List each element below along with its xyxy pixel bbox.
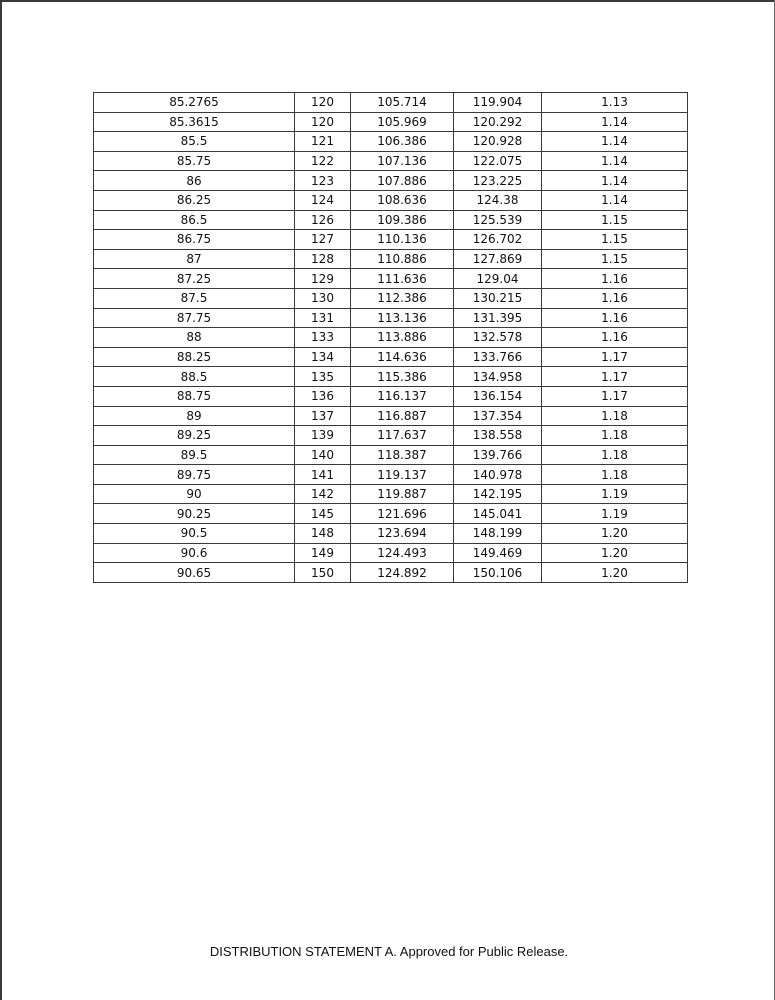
table-cell: 1.20 bbox=[542, 543, 688, 563]
table-cell: 141 bbox=[295, 465, 351, 485]
table-cell: 119.904 bbox=[454, 93, 542, 113]
table-cell: 123 bbox=[295, 171, 351, 191]
table-cell: 129.04 bbox=[454, 269, 542, 289]
table-cell: 142 bbox=[295, 484, 351, 504]
table-cell: 107.136 bbox=[351, 151, 454, 171]
table-cell: 136 bbox=[295, 386, 351, 406]
table-cell: 87.25 bbox=[94, 269, 295, 289]
table-cell: 150 bbox=[295, 563, 351, 583]
table-cell: 126 bbox=[295, 210, 351, 230]
table-cell: 122.075 bbox=[454, 151, 542, 171]
table-cell: 124.892 bbox=[351, 563, 454, 583]
table-cell: 1.18 bbox=[542, 406, 688, 426]
table-cell: 136.154 bbox=[454, 386, 542, 406]
table-row bbox=[94, 386, 688, 406]
table-cell: 114.636 bbox=[351, 347, 454, 367]
table-cell: 119.887 bbox=[351, 484, 454, 504]
table-cell: 111.636 bbox=[351, 269, 454, 289]
table-cell: 133 bbox=[295, 328, 351, 348]
table-cell: 115.386 bbox=[351, 367, 454, 387]
table-row bbox=[94, 524, 688, 544]
table-row bbox=[94, 347, 688, 367]
table-cell: 106.386 bbox=[351, 132, 454, 152]
table-cell: 142.195 bbox=[454, 484, 542, 504]
table-cell: 125.539 bbox=[454, 210, 542, 230]
table-cell: 122 bbox=[295, 151, 351, 171]
table-cell: 85.3615 bbox=[94, 112, 295, 132]
table-cell: 1.14 bbox=[542, 151, 688, 171]
table-row bbox=[94, 445, 688, 465]
table-cell: 110.886 bbox=[351, 249, 454, 269]
table-cell: 137.354 bbox=[454, 406, 542, 426]
table-cell: 116.887 bbox=[351, 406, 454, 426]
table-cell: 108.636 bbox=[351, 190, 454, 210]
table-cell: 139 bbox=[295, 426, 351, 446]
table-row bbox=[94, 484, 688, 504]
table-cell: 1.17 bbox=[542, 347, 688, 367]
table-row bbox=[94, 465, 688, 485]
table-cell: 85.2765 bbox=[94, 93, 295, 113]
table-cell: 123.225 bbox=[454, 171, 542, 191]
table-cell: 90.5 bbox=[94, 524, 295, 544]
table-cell: 90.25 bbox=[94, 504, 295, 524]
table-cell: 124 bbox=[295, 190, 351, 210]
table-cell: 1.18 bbox=[542, 465, 688, 485]
table-cell: 129 bbox=[295, 269, 351, 289]
table-row bbox=[94, 543, 688, 563]
table-cell: 145.041 bbox=[454, 504, 542, 524]
table-cell: 127 bbox=[295, 230, 351, 250]
table-cell: 1.13 bbox=[542, 93, 688, 113]
table-cell: 89.75 bbox=[94, 465, 295, 485]
table-cell: 1.20 bbox=[542, 524, 688, 544]
table-cell: 139.766 bbox=[454, 445, 542, 465]
table-cell: 1.17 bbox=[542, 367, 688, 387]
table-cell: 105.714 bbox=[351, 93, 454, 113]
table-row bbox=[94, 190, 688, 210]
table-cell: 88.25 bbox=[94, 347, 295, 367]
table-cell: 148 bbox=[295, 524, 351, 544]
table-cell: 105.969 bbox=[351, 112, 454, 132]
table-cell: 120 bbox=[295, 112, 351, 132]
table-cell: 1.14 bbox=[542, 112, 688, 132]
table-row bbox=[94, 210, 688, 230]
table-row bbox=[94, 504, 688, 524]
table-row bbox=[94, 269, 688, 289]
table-cell: 124.493 bbox=[351, 543, 454, 563]
table-row bbox=[94, 367, 688, 387]
table-row bbox=[94, 308, 688, 328]
table-cell: 126.702 bbox=[454, 230, 542, 250]
table-cell: 116.137 bbox=[351, 386, 454, 406]
table-cell: 140.978 bbox=[454, 465, 542, 485]
table-cell: 85.75 bbox=[94, 151, 295, 171]
table-row bbox=[94, 171, 688, 191]
page-left-edge bbox=[0, 0, 2, 1000]
table-cell: 86.25 bbox=[94, 190, 295, 210]
table-cell: 149 bbox=[295, 543, 351, 563]
data-table-body bbox=[94, 93, 688, 583]
table-cell: 87 bbox=[94, 249, 295, 269]
table-row bbox=[94, 288, 688, 308]
table-cell: 117.637 bbox=[351, 426, 454, 446]
table-cell: 134.958 bbox=[454, 367, 542, 387]
table-row bbox=[94, 151, 688, 171]
table-cell: 1.18 bbox=[542, 426, 688, 446]
table-cell: 87.75 bbox=[94, 308, 295, 328]
table-row bbox=[94, 112, 688, 132]
table-cell: 1.14 bbox=[542, 132, 688, 152]
table-cell: 121.696 bbox=[351, 504, 454, 524]
distribution-statement: DISTRIBUTION STATEMENT A. Approved for Public Release. bbox=[209, 944, 569, 959]
table-cell: 89.25 bbox=[94, 426, 295, 446]
table-cell: 138.558 bbox=[454, 426, 542, 446]
table-cell: 85.5 bbox=[94, 132, 295, 152]
table-cell: 90.65 bbox=[94, 563, 295, 583]
table-cell: 86.75 bbox=[94, 230, 295, 250]
table-cell: 88.75 bbox=[94, 386, 295, 406]
table-row bbox=[94, 249, 688, 269]
table-cell: 86 bbox=[94, 171, 295, 191]
table-cell: 128 bbox=[295, 249, 351, 269]
table-cell: 130.215 bbox=[454, 288, 542, 308]
table-cell: 1.14 bbox=[542, 190, 688, 210]
table-cell: 123.694 bbox=[351, 524, 454, 544]
table-cell: 110.136 bbox=[351, 230, 454, 250]
table-cell: 89 bbox=[94, 406, 295, 426]
table-cell: 120.292 bbox=[454, 112, 542, 132]
table-row bbox=[94, 230, 688, 250]
table-row bbox=[94, 328, 688, 348]
table-cell: 90.6 bbox=[94, 543, 295, 563]
table-cell: 120.928 bbox=[454, 132, 542, 152]
table-cell: 150.106 bbox=[454, 563, 542, 583]
table-cell: 113.136 bbox=[351, 308, 454, 328]
table-cell: 120 bbox=[295, 93, 351, 113]
table-cell: 1.15 bbox=[542, 210, 688, 230]
table-cell: 124.38 bbox=[454, 190, 542, 210]
table-row bbox=[94, 563, 688, 583]
table-cell: 88 bbox=[94, 328, 295, 348]
table-cell: 133.766 bbox=[454, 347, 542, 367]
table-cell: 88.5 bbox=[94, 367, 295, 387]
page-top-edge bbox=[0, 0, 775, 2]
table-cell: 1.16 bbox=[542, 308, 688, 328]
table-cell: 1.16 bbox=[542, 288, 688, 308]
table-cell: 119.137 bbox=[351, 465, 454, 485]
table-cell: 131 bbox=[295, 308, 351, 328]
table-row bbox=[94, 406, 688, 426]
table-cell: 107.886 bbox=[351, 171, 454, 191]
table-cell: 1.18 bbox=[542, 445, 688, 465]
table-cell: 1.16 bbox=[542, 328, 688, 348]
table-cell: 135 bbox=[295, 367, 351, 387]
table-row bbox=[94, 93, 688, 113]
table-cell: 1.16 bbox=[542, 269, 688, 289]
table-cell: 148.199 bbox=[454, 524, 542, 544]
table-cell: 131.395 bbox=[454, 308, 542, 328]
table-cell: 90 bbox=[94, 484, 295, 504]
table-cell: 1.20 bbox=[542, 563, 688, 583]
table-cell: 86.5 bbox=[94, 210, 295, 230]
table-cell: 113.886 bbox=[351, 328, 454, 348]
table-cell: 89.5 bbox=[94, 445, 295, 465]
table-cell: 149.469 bbox=[454, 543, 542, 563]
table-cell: 130 bbox=[295, 288, 351, 308]
table-cell: 127.869 bbox=[454, 249, 542, 269]
table-cell: 87.5 bbox=[94, 288, 295, 308]
table-row bbox=[94, 132, 688, 152]
table-cell: 1.15 bbox=[542, 249, 688, 269]
table-cell: 109.386 bbox=[351, 210, 454, 230]
table-cell: 1.19 bbox=[542, 504, 688, 524]
table-cell: 112.386 bbox=[351, 288, 454, 308]
table-cell: 1.17 bbox=[542, 386, 688, 406]
data-table bbox=[93, 92, 688, 583]
table-cell: 145 bbox=[295, 504, 351, 524]
table-cell: 134 bbox=[295, 347, 351, 367]
table-cell: 137 bbox=[295, 406, 351, 426]
table-cell: 140 bbox=[295, 445, 351, 465]
table-cell: 1.15 bbox=[542, 230, 688, 250]
table-row bbox=[94, 426, 688, 446]
table-cell: 1.19 bbox=[542, 484, 688, 504]
table-cell: 132.578 bbox=[454, 328, 542, 348]
table-cell: 1.14 bbox=[542, 171, 688, 191]
table-cell: 118.387 bbox=[351, 445, 454, 465]
table-cell: 121 bbox=[295, 132, 351, 152]
